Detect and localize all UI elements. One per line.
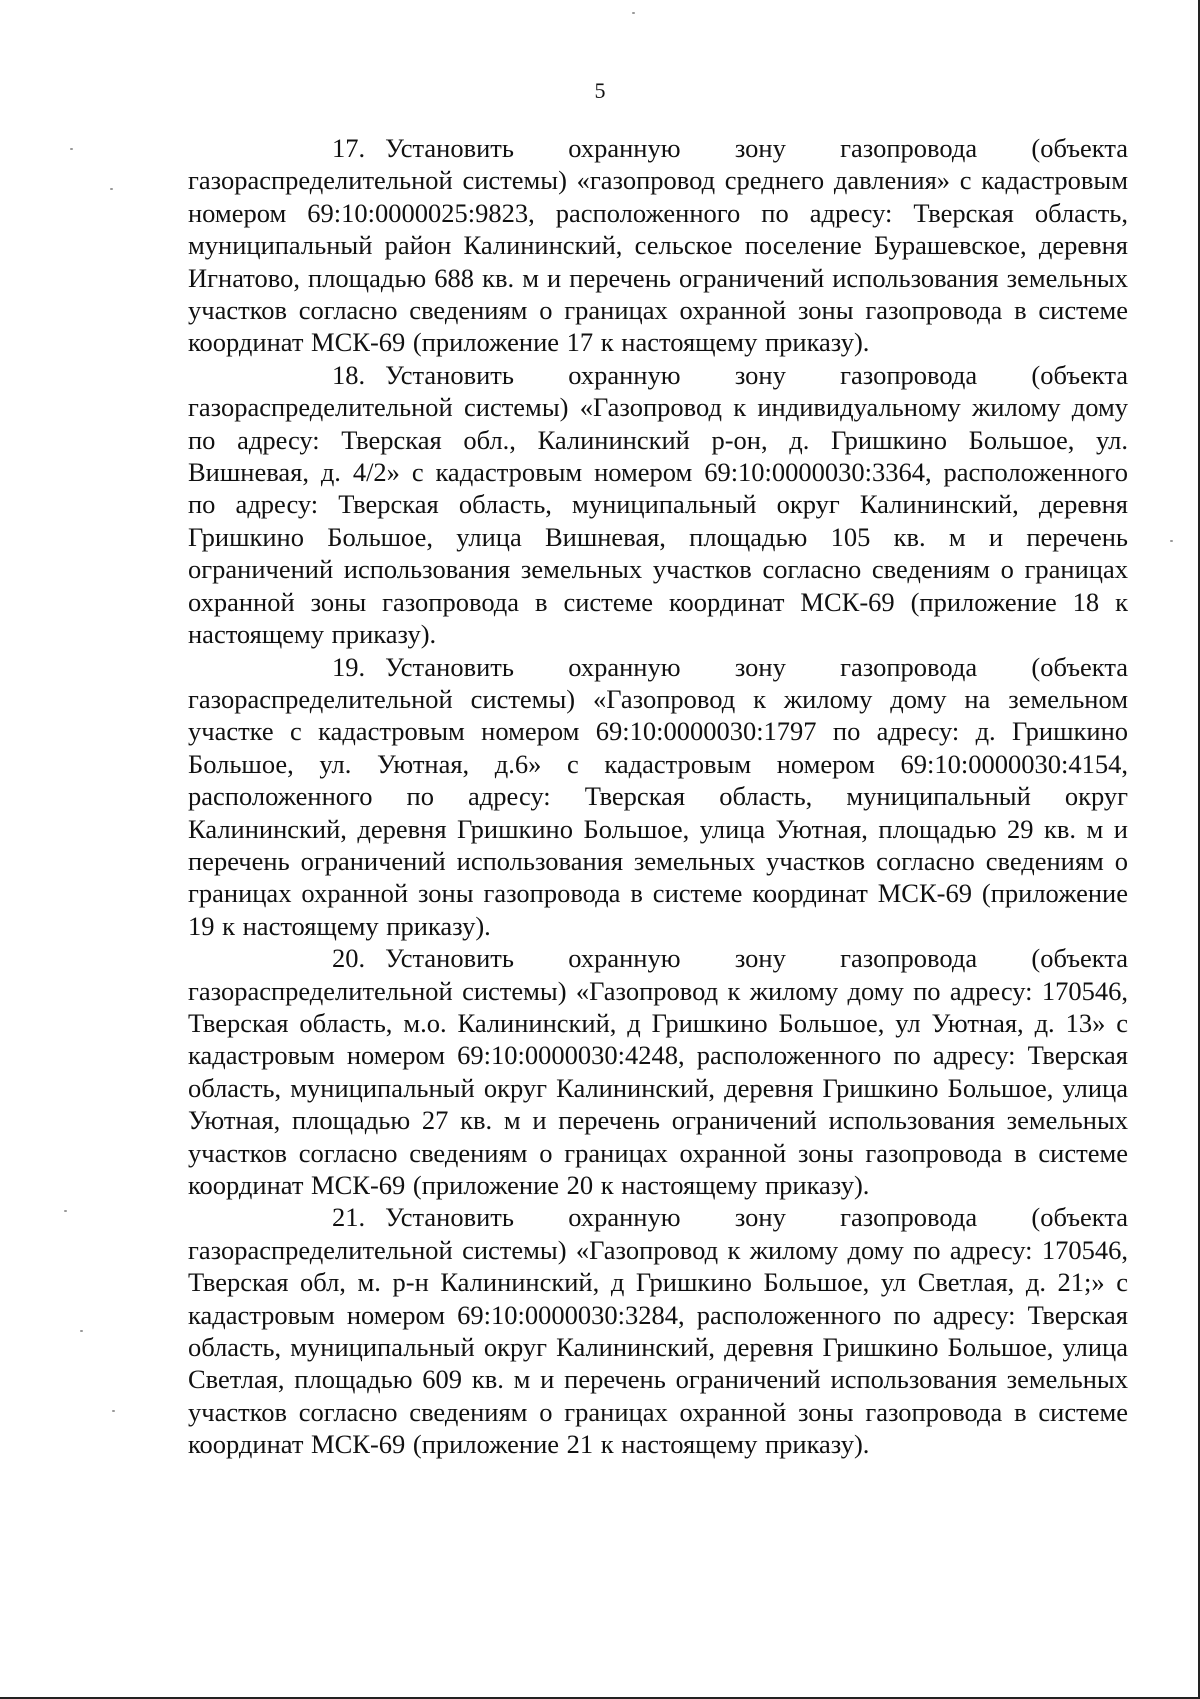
- paragraph-20: [188, 942, 1128, 1201]
- paragraph-number: 19.: [332, 651, 366, 682]
- paragraph-17: [188, 132, 1128, 359]
- paragraph-text: Установить охранную зону газопровода (объекта газораспределительной системы) «Газопровод к жилому дому по адресу: 170546, Тверская обл, м. р-н Калининский, д Гришкино Большое, ул Светлая, д. 21;» с кадастровым номером 69:10:0000030:3284, расположенного по адресу: Тверская область, муниципальный округ Калининский, деревня Гришкино Большое, улица Светлая, площадью 609 кв. м и перечень ограничений использования земельных участков согласно сведениям о границах охранной зоны газопровода в системе координат МСК-69 (приложение 21 к настоящему приказу).: [188, 1202, 1128, 1460]
- paragraph-number: 18.: [332, 359, 366, 390]
- paragraph-19: [188, 651, 1128, 943]
- paragraph-number: 20.: [332, 943, 366, 974]
- paragraph-number: 21.: [332, 1202, 366, 1233]
- document-body: [188, 132, 1128, 1461]
- scan-speck: [64, 1210, 67, 1212]
- page-number: 5: [594, 78, 606, 103]
- paragraph-text: Установить охранную зону газопровода (объекта газораспределительной системы) «Газопровод к жилому дому по адресу: 170546, Тверская область, м.о. Калининский, д Гришкино Большое, ул Уютная, д. 13» с кадастровым номером 69:10:0000030:4248, расположенного по адресу: Тверская область, муниципальный округ Калининский, деревня Гришкино Большое, улица Уютная, площадью 27 кв. м и перечень ограничений использования земельных участков согласно сведениям о границах охранной зоны газопровода в системе координат МСК-69 (приложение 20 к настоящему приказу).: [188, 943, 1128, 1200]
- paragraph-21: [188, 1201, 1128, 1460]
- scan-speck: [110, 188, 113, 190]
- scan-speck: [80, 1330, 83, 1332]
- paragraph-text: Установить охранную зону газопровода (объекта газораспределительной системы) «Газопровод к индивидуальному жилому дому по адресу: Тверская обл., Калининский р-он, д. Гришкино Большое, ул. Вишневая, д. 4/2» с кадастровым номером 69:10:0000030:3364, расположенного по адресу: Тверская область, муниципальный округ Калининский, деревня Гришкино Большое, улица Вишневая, площадью 105 кв. м и перечень ограничений использования земельных участков согласно сведениям о границах охранной зоны газопровода в системе координат МСК-69 (приложение 18 к настоящему приказу).: [188, 359, 1128, 650]
- paragraph-number: 17.: [332, 133, 366, 163]
- paragraph-text: Установить охранную зону газопровода (объекта газораспределительной системы) «газопровод среднего давления» с кадастровым номером 69:10:0000025:9823, расположенного по адресу: Тверская область, муниципальный район Калининский, сельское поселение Бурашевское, деревня Игнатово, площадью 688 кв. м и перечень ограничений использования земельных участков согласно сведениям о границах охранной зоны газопровода в системе координат МСК-69 (приложение 17 к настоящему приказу).: [188, 133, 1128, 358]
- scan-speck: [632, 12, 635, 14]
- paragraph-text: Установить охранную зону газопровода (объекта газораспределительной системы) «Газопровод к жилому дому на земельном участке с кадастровым номером 69:10:0000030:1797 по адресу: д. Гришкино Большое, ул. Уютная, д.6» с кадастровым номером 69:10:0000030:4154, расположенного по адресу: Тверская область, муниципальный округ Калининский, деревня Гришкино Большое, улица Уютная, площадью 29 кв. м и перечень ограничений использования земельных участков согласно сведениям о границах охранной зоны газопровода в системе координат МСК-69 (приложение 19 к настоящему приказу).: [188, 651, 1128, 941]
- paragraph-18: [188, 359, 1128, 651]
- scan-speck: [70, 148, 73, 150]
- scan-speck: [112, 1410, 115, 1412]
- scan-speck: [1170, 540, 1173, 542]
